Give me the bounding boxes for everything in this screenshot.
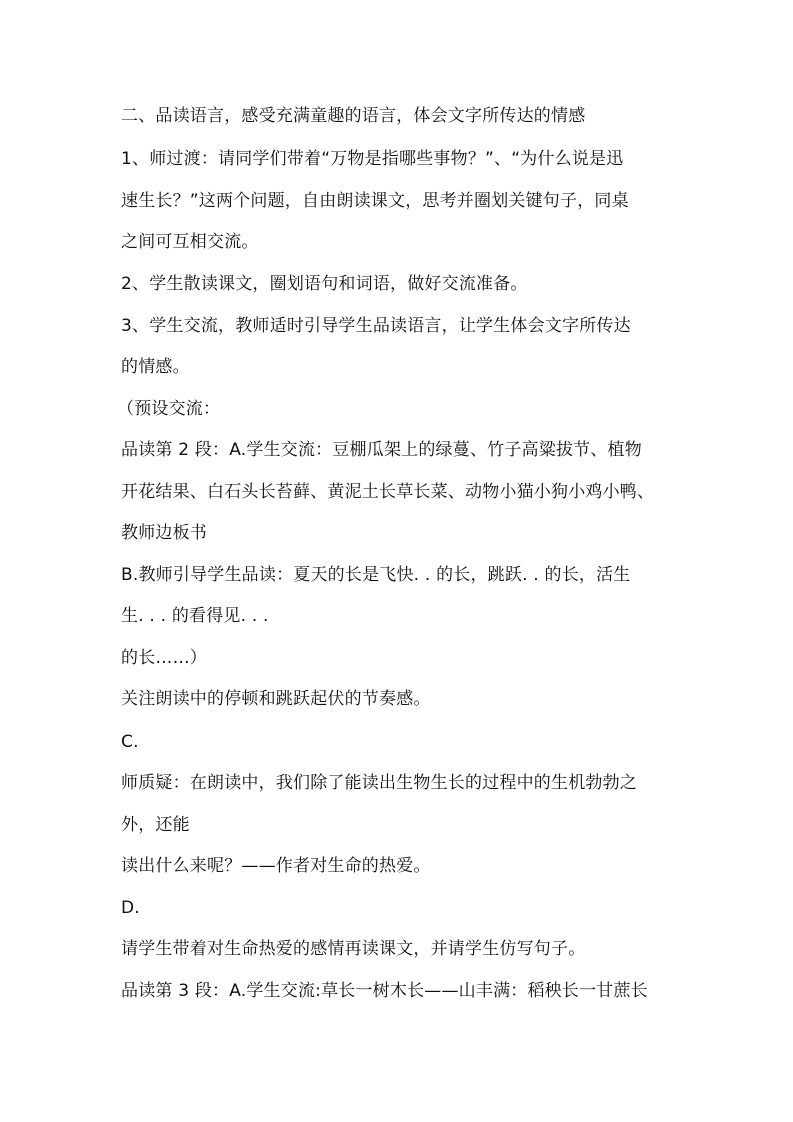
paragraph-line: 的长……） [121,648,207,668]
paragraph-line: 1、师过渡：请同学们带着“万物是指哪些事物？”、“为什么说是迅 [121,149,624,169]
paragraph-line: 品读第 2 段：A.学生交流：豆棚瓜架上的绿蔓、竹子高粱拔节、植物 [121,440,642,460]
paragraph-line: 速生长？”这两个问题，自由朗读课文，思考并圈划关键句子，同桌 [121,191,629,211]
paragraph-line: 的情感。 [121,357,190,377]
paragraph-line: 品读第 3 段：A.学生交流:草长一树木长——山丰满：稻秧长一甘蔗长 [121,981,648,1001]
paragraph-line: 生. . . 的看得见. . . [121,606,269,626]
section-heading: 二、品读语言，感受充满童趣的语言，体会文字所传达的情感 [121,106,586,126]
paragraph-line: （预设交流： [117,399,221,419]
paragraph-line: D. [121,898,140,918]
paragraph-line: 之间可互相交流。 [121,232,259,252]
paragraph-line: 关注朗读中的停顿和跳跃起伏的节奏感。 [121,689,431,709]
paragraph-line: 外，还能 [121,815,190,835]
paragraph-line: 读出什么来呢？——作者对生命的热爱。 [121,856,431,876]
paragraph-line: 师质疑：在朗读中，我们除了能读出生物生长的过程中的生机勃勃之 [121,773,637,793]
paragraph-line: 2、学生散读课文，圈划语句和词语，做好交流准备。 [121,274,528,294]
paragraph-line: 教师边板书 [121,523,207,543]
paragraph-line: C. [121,732,139,752]
paragraph-line: B.教师引导学生品读：夏天的长是飞快. . 的长，跳跃. . 的长，活生 [121,565,631,585]
paragraph-line: 开花结果、白石头长苔藓、黄泥土长草长菜、动物小猫小狗小鸡小鸭、 [121,482,655,502]
paragraph-line: 请学生带着对生命热爱的感情再读课文，并请学生仿写句子。 [121,939,586,959]
paragraph-line: 3、学生交流，教师适时引导学生品读语言，让学生体会文字所传达 [121,316,631,336]
